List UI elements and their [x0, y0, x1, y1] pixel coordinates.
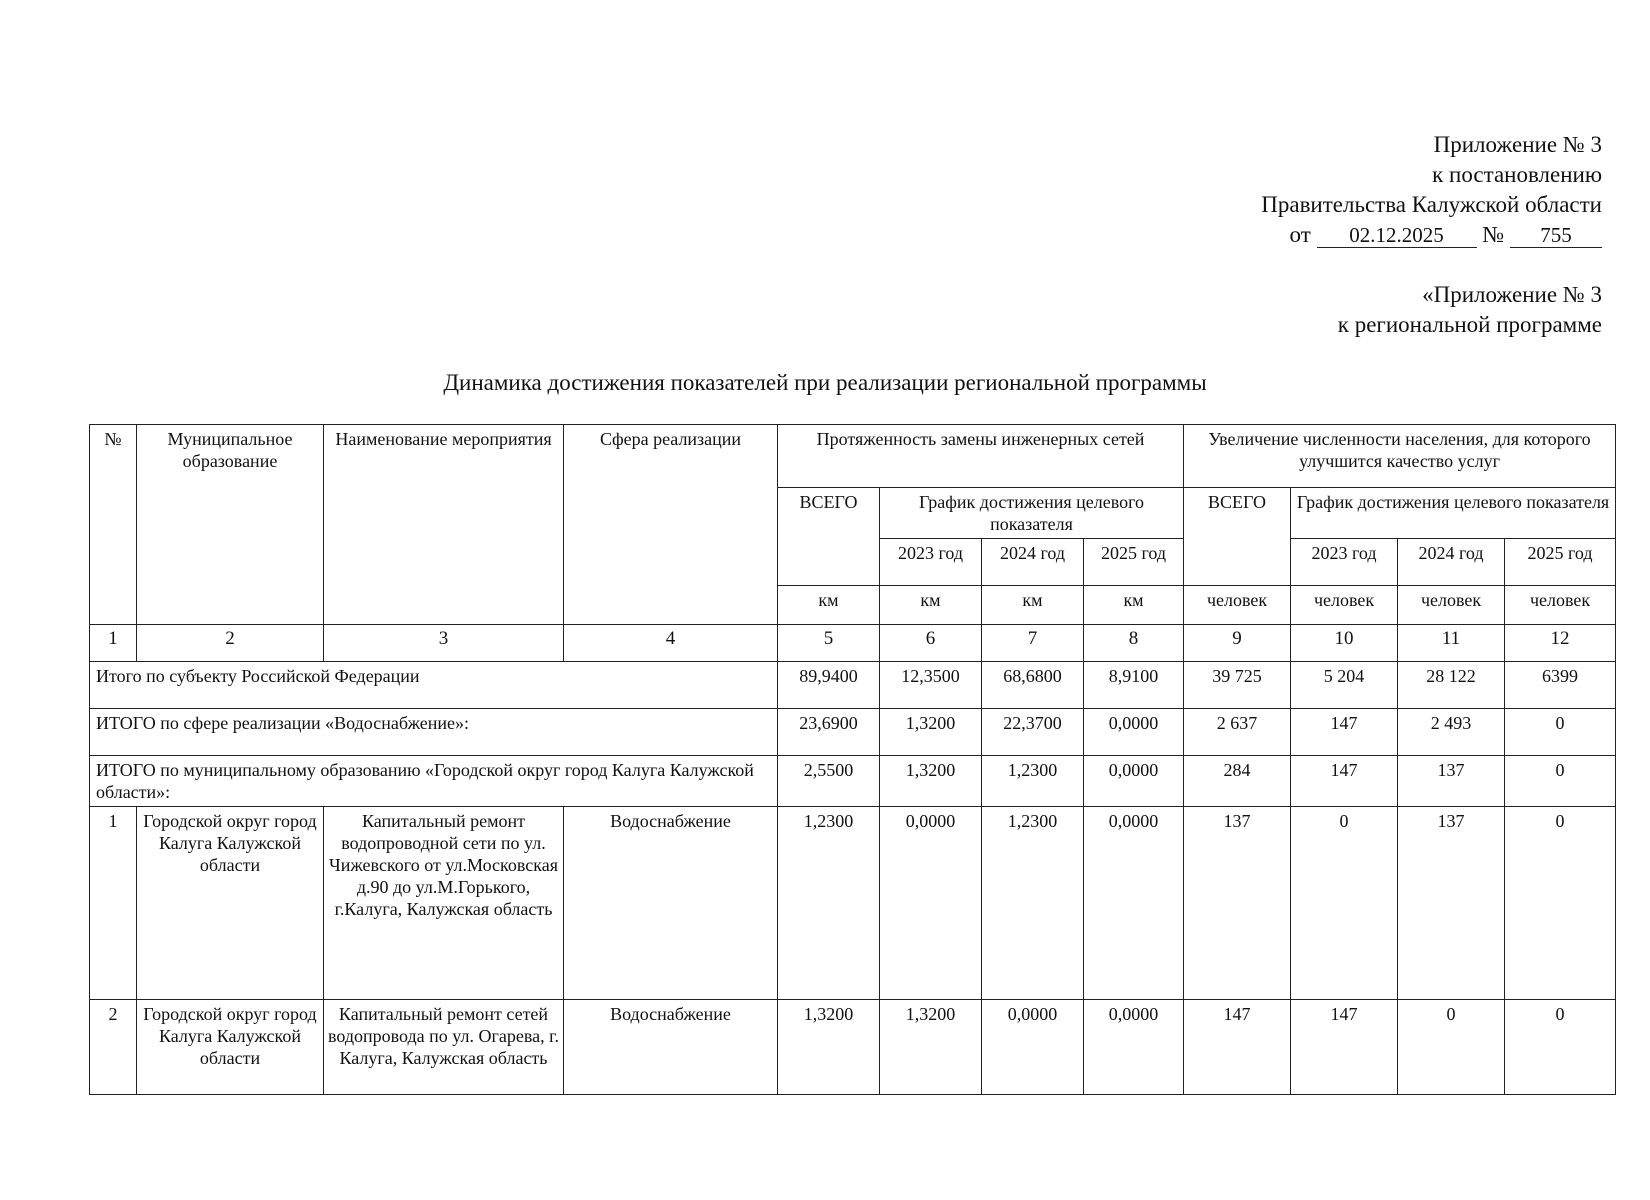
unit-cell: км	[982, 586, 1084, 625]
summary-value: 2 637	[1184, 709, 1291, 756]
row-value: 137	[1398, 807, 1505, 1000]
column-number: 6	[880, 625, 982, 662]
summary-value: 2 493	[1398, 709, 1505, 756]
summary-value: 284	[1184, 756, 1291, 807]
row-value: 0	[1291, 807, 1398, 1000]
summary-value: 0	[1505, 756, 1616, 807]
row-value: 0,0000	[880, 807, 982, 1000]
summary-value: 5 204	[1291, 662, 1398, 709]
unit-cell: человек	[1291, 586, 1398, 625]
row-number: 2	[90, 1000, 137, 1095]
header-length-2025: 2025 год	[1084, 539, 1184, 586]
summary-value: 8,9100	[1084, 662, 1184, 709]
summary-value: 147	[1291, 756, 1398, 807]
row-value: 0,0000	[982, 1000, 1084, 1095]
header-activity: Наименование мероприятия	[324, 425, 564, 625]
column-number: 12	[1505, 625, 1616, 662]
row-value: 0,0000	[1084, 1000, 1184, 1095]
column-number: 2	[137, 625, 324, 662]
summary-value: 6399	[1505, 662, 1616, 709]
row-value: 1,3200	[778, 1000, 880, 1095]
header-no: №	[90, 425, 137, 625]
program-ref: к региональной программе	[1337, 312, 1602, 337]
government-name: Правительства Калужской области	[1261, 192, 1602, 217]
column-number: 7	[982, 625, 1084, 662]
row-value: 0	[1505, 1000, 1616, 1095]
summary-value: 0	[1505, 709, 1616, 756]
row-municipality: Городской округ город Калуга Калужской области	[137, 1000, 324, 1095]
appendix-header	[1261, 130, 1602, 250]
orig-appendix-number: «Приложение № 3	[1422, 282, 1602, 307]
header-length-2024: 2024 год	[982, 539, 1084, 586]
row-value: 1,2300	[778, 807, 880, 1000]
appendix-number: Приложение № 3	[1433, 132, 1602, 157]
unit-cell: человек	[1184, 586, 1291, 625]
row-sphere: Водоснабжение	[564, 1000, 778, 1095]
row-activity: Капитальный ремонт сетей водопровода по ул. Огарева, г. Калуга, Калужская область	[324, 1000, 564, 1095]
summary-value: 147	[1291, 709, 1398, 756]
summary-label: Итого по субъекту Российской Федерации	[90, 662, 778, 709]
row-value: 0	[1505, 807, 1616, 1000]
header-population-2025: 2025 год	[1505, 539, 1616, 586]
summary-row-subject	[90, 662, 1616, 709]
header-sphere: Сфера реализации	[564, 425, 778, 625]
header-length-schedule: График достижения целевого показателя	[880, 488, 1184, 539]
header-population-2023: 2023 год	[1291, 539, 1398, 586]
summary-value: 23,6900	[778, 709, 880, 756]
summary-value: 1,3200	[880, 709, 982, 756]
document-title: Динамика достижения показателей при реализации региональной программы	[443, 370, 1207, 395]
header-length-group: Протяженность замены инженерных сетей	[778, 425, 1184, 488]
row-sphere: Водоснабжение	[564, 807, 778, 1000]
row-value: 0	[1398, 1000, 1505, 1095]
header-population-2024: 2024 год	[1398, 539, 1505, 586]
row-activity: Капитальный ремонт водопроводной сети по ул. Чижевского от ул.Московская д.90 до ул.М.Горького, г.Калуга, Калужская область	[324, 807, 564, 1000]
summary-value: 2,5500	[778, 756, 880, 807]
header-population-schedule: График достижения целевого показателя	[1291, 488, 1616, 539]
column-number: 1	[90, 625, 137, 662]
summary-value: 1,2300	[982, 756, 1084, 807]
summary-value: 89,9400	[778, 662, 880, 709]
header-population-group: Увеличение численности населения, для которого улучшится качество услуг	[1184, 425, 1616, 488]
row-number: 1	[90, 807, 137, 1000]
number-label: №	[1482, 222, 1505, 247]
from-label: от	[1289, 222, 1311, 247]
header-population-total: ВСЕГО	[1184, 488, 1291, 586]
unit-cell: человек	[1505, 586, 1616, 625]
summary-value: 68,6800	[982, 662, 1084, 709]
summary-value: 39 725	[1184, 662, 1291, 709]
row-value: 137	[1184, 807, 1291, 1000]
row-value: 147	[1184, 1000, 1291, 1095]
summary-value: 0,0000	[1084, 709, 1184, 756]
header-length-total: ВСЕГО	[778, 488, 880, 586]
summary-value: 137	[1398, 756, 1505, 807]
column-number: 8	[1084, 625, 1184, 662]
column-number: 11	[1398, 625, 1505, 662]
unit-cell: км	[778, 586, 880, 625]
column-number: 10	[1291, 625, 1398, 662]
column-number: 5	[778, 625, 880, 662]
row-value: 1,3200	[880, 1000, 982, 1095]
summary-value: 22,3700	[982, 709, 1084, 756]
summary-label: ИТОГО по сфере реализации «Водоснабжение»:	[90, 709, 778, 756]
table-row	[90, 1000, 1616, 1095]
resolution-date: 02.12.2025	[1317, 223, 1477, 248]
date-number-line	[1261, 220, 1602, 250]
row-value: 147	[1291, 1000, 1398, 1095]
column-number: 9	[1184, 625, 1291, 662]
header-municipality: Муниципальное образование	[137, 425, 324, 625]
summary-value: 0,0000	[1084, 756, 1184, 807]
unit-cell: км	[1084, 586, 1184, 625]
summary-label: ИТОГО по муниципальному образованию «Городской округ город Калуга Калужской области»:	[90, 756, 778, 807]
summary-row-sphere	[90, 709, 1616, 756]
indicators-table	[89, 424, 1616, 1095]
resolution-ref: к постановлению	[1432, 162, 1602, 187]
column-number: 3	[324, 625, 564, 662]
column-number-row	[90, 625, 1616, 662]
unit-cell: человек	[1398, 586, 1505, 625]
summary-value: 1,3200	[880, 756, 982, 807]
unit-cell: км	[880, 586, 982, 625]
resolution-number: 755	[1510, 223, 1602, 248]
row-value: 0,0000	[1084, 807, 1184, 1000]
program-appendix-header	[1338, 280, 1602, 340]
row-municipality: Городской округ город Калуга Калужской области	[137, 807, 324, 1000]
row-value: 1,2300	[982, 807, 1084, 1000]
header-length-2023: 2023 год	[880, 539, 982, 586]
table-row	[90, 807, 1616, 1000]
column-number: 4	[564, 625, 778, 662]
summary-value: 12,3500	[880, 662, 982, 709]
summary-value: 28 122	[1398, 662, 1505, 709]
summary-row-municipality	[90, 756, 1616, 807]
